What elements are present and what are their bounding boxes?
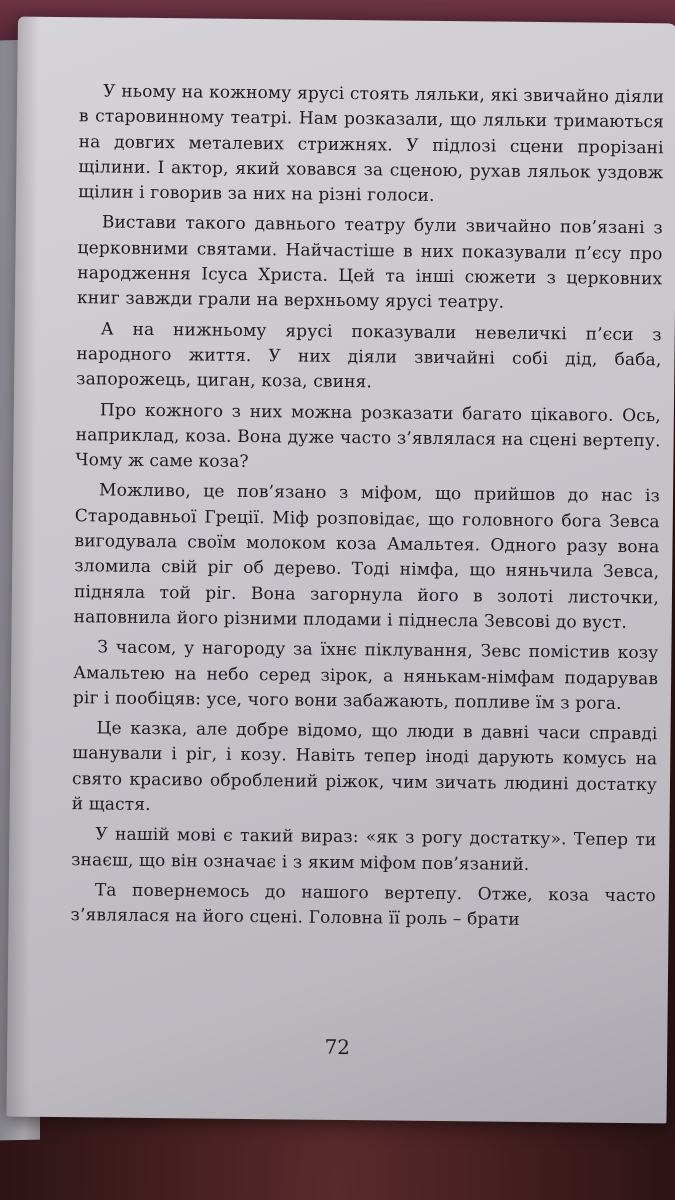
page-text: [70, 79, 664, 940]
paragraph: У ньому на кожному ярусі стоять ляльки, які звичайно діяли в старовинному театрі. Нам розказали, що ляльки тримаються на довгих металевих стрижнях. У підлозі сцени прорізані щілини. І актор, який ховався за сценою, рухав ляльок уздовж щілин і говорив за них на різні голоси.: [78, 81, 665, 207]
paragraph: Можливо, це пов’язано з міфом, що прийшов до нас із Стародавньої Греції. Міф розповідає, що головного бога Зевса вигодувала своїм молоком коза Амальтея. Одного разу вона зломила свій ріг об дерево. Тоді німфа, що няньчила Зевса, підняла той ріг. Вона загорнула його в золоті листочки, наповнила його різними плодами і піднесла Зевсові до вуст.: [73, 480, 661, 633]
paragraph: Це казка, але добре відомо, що люди в давні часи справді шанували і ріг, і козу. Навіть тепер іноді дарують комусь на свято красиво оброблений ріжок, чим зичать людині достатку й щастя.: [71, 718, 658, 815]
paragraph: Вистави такого давнього театру були звичайно пов’язані з церковними святами. Найчастіше в них показували п’єсу про народження Ісуса Христа. Цей та інші сюжети з церковних книг завжди грали на верхньому ярусі театру.: [76, 212, 663, 314]
paragraph: А на нижньому ярусі показували невеличкі п’єси з народного життя. У них діяли звичайні собі дід, баба, запорожець, циган, коза, свиня.: [76, 319, 662, 393]
paragraph: У нашій мові є такий вираз: «як з рогу достатку». Тепер ти знаєш, що він означає і з яким міфом пов’язаний.: [71, 824, 657, 875]
paragraph: Про кожного з них можна розказати багато цікавого. Ось, наприклад, коза. Вона дуже часто з’являлася на сцені вертепу. Чому ж саме коза?: [75, 399, 661, 473]
page-number: 72: [324, 1034, 351, 1060]
book-page: [6, 17, 675, 1124]
paragraph: З часом, у нагороду за їхнє піклування, Зевс помістив козу Амальтею на небо серед зірок, а нянькам-німфам подарував ріг і пообіцяв: усе, чого вони забажають, попливе їм з рога.: [72, 637, 659, 714]
paragraph: Та повернемось до нашого вертепу. Отже, коза часто з’являлася на його сцені. Головна її роль – брати: [70, 880, 656, 931]
